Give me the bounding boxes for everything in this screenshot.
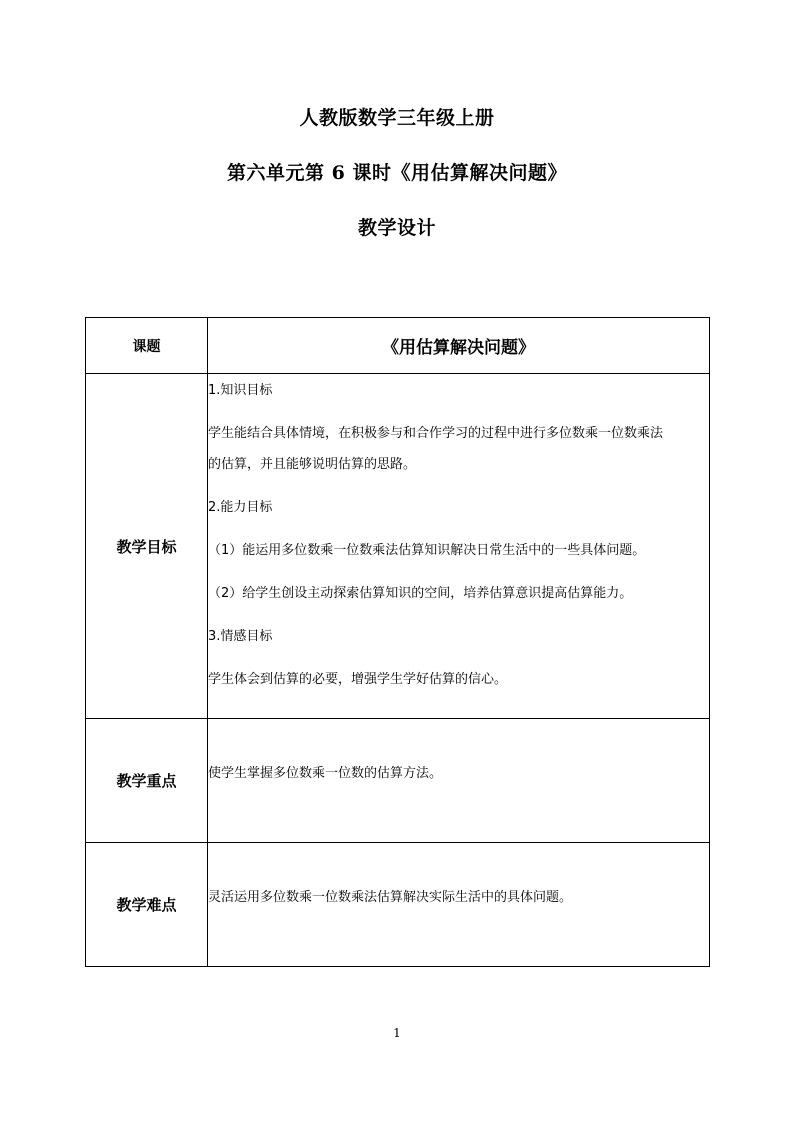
lesson-title: 第六单元第 6 课时《用估算解决问题》	[227, 162, 567, 184]
objectives-row	[86, 374, 710, 719]
key-points-row	[86, 719, 710, 843]
difficulties-label: 教学难点	[86, 843, 208, 967]
objective-text: 的估算，并且能够说明估算的思路。	[208, 457, 417, 472]
difficulties-text: 灵活运用多位数乘一位数乘法估算解决实际生活中的具体问题。	[208, 890, 573, 905]
objective-text: （1）能运用多位数乘一位数乘法估算知识解决日常生活中的一些具体问题。	[208, 543, 646, 558]
objective-heading-ability: 2.能力目标	[208, 500, 273, 515]
objectives-label: 教学目标	[86, 374, 208, 719]
lesson-plan-table	[85, 317, 710, 967]
page-number: 1	[393, 1026, 401, 1040]
topic-label: 课题	[86, 318, 208, 374]
document-title: 人教版数学三年级上册	[299, 107, 495, 129]
difficulties-content	[208, 843, 710, 967]
objective-heading-emotion: 3.情感目标	[208, 629, 273, 644]
objective-text: （2）给学生创设主动探索估算知识的空间，培养估算意识提高估算能力。	[208, 586, 633, 601]
topic-row	[86, 318, 710, 374]
difficulties-row	[86, 843, 710, 967]
key-points-content	[208, 719, 710, 843]
topic-value: 《用估算解决问题》	[208, 318, 710, 374]
objectives-content	[208, 374, 710, 719]
document-subtitle: 教学设计	[357, 217, 436, 239]
key-points-text: 使学生掌握多位数乘一位数的估算方法。	[208, 766, 443, 781]
objective-heading-knowledge: 1.知识目标	[208, 383, 273, 398]
objective-text: 学生体会到估算的必要，增强学生学好估算的信心。	[208, 672, 508, 687]
objective-text: 学生能结合具体情境，在积极参与和合作学习的过程中进行多位数乘一位数乘法	[208, 426, 664, 441]
key-points-label: 教学重点	[86, 719, 208, 843]
